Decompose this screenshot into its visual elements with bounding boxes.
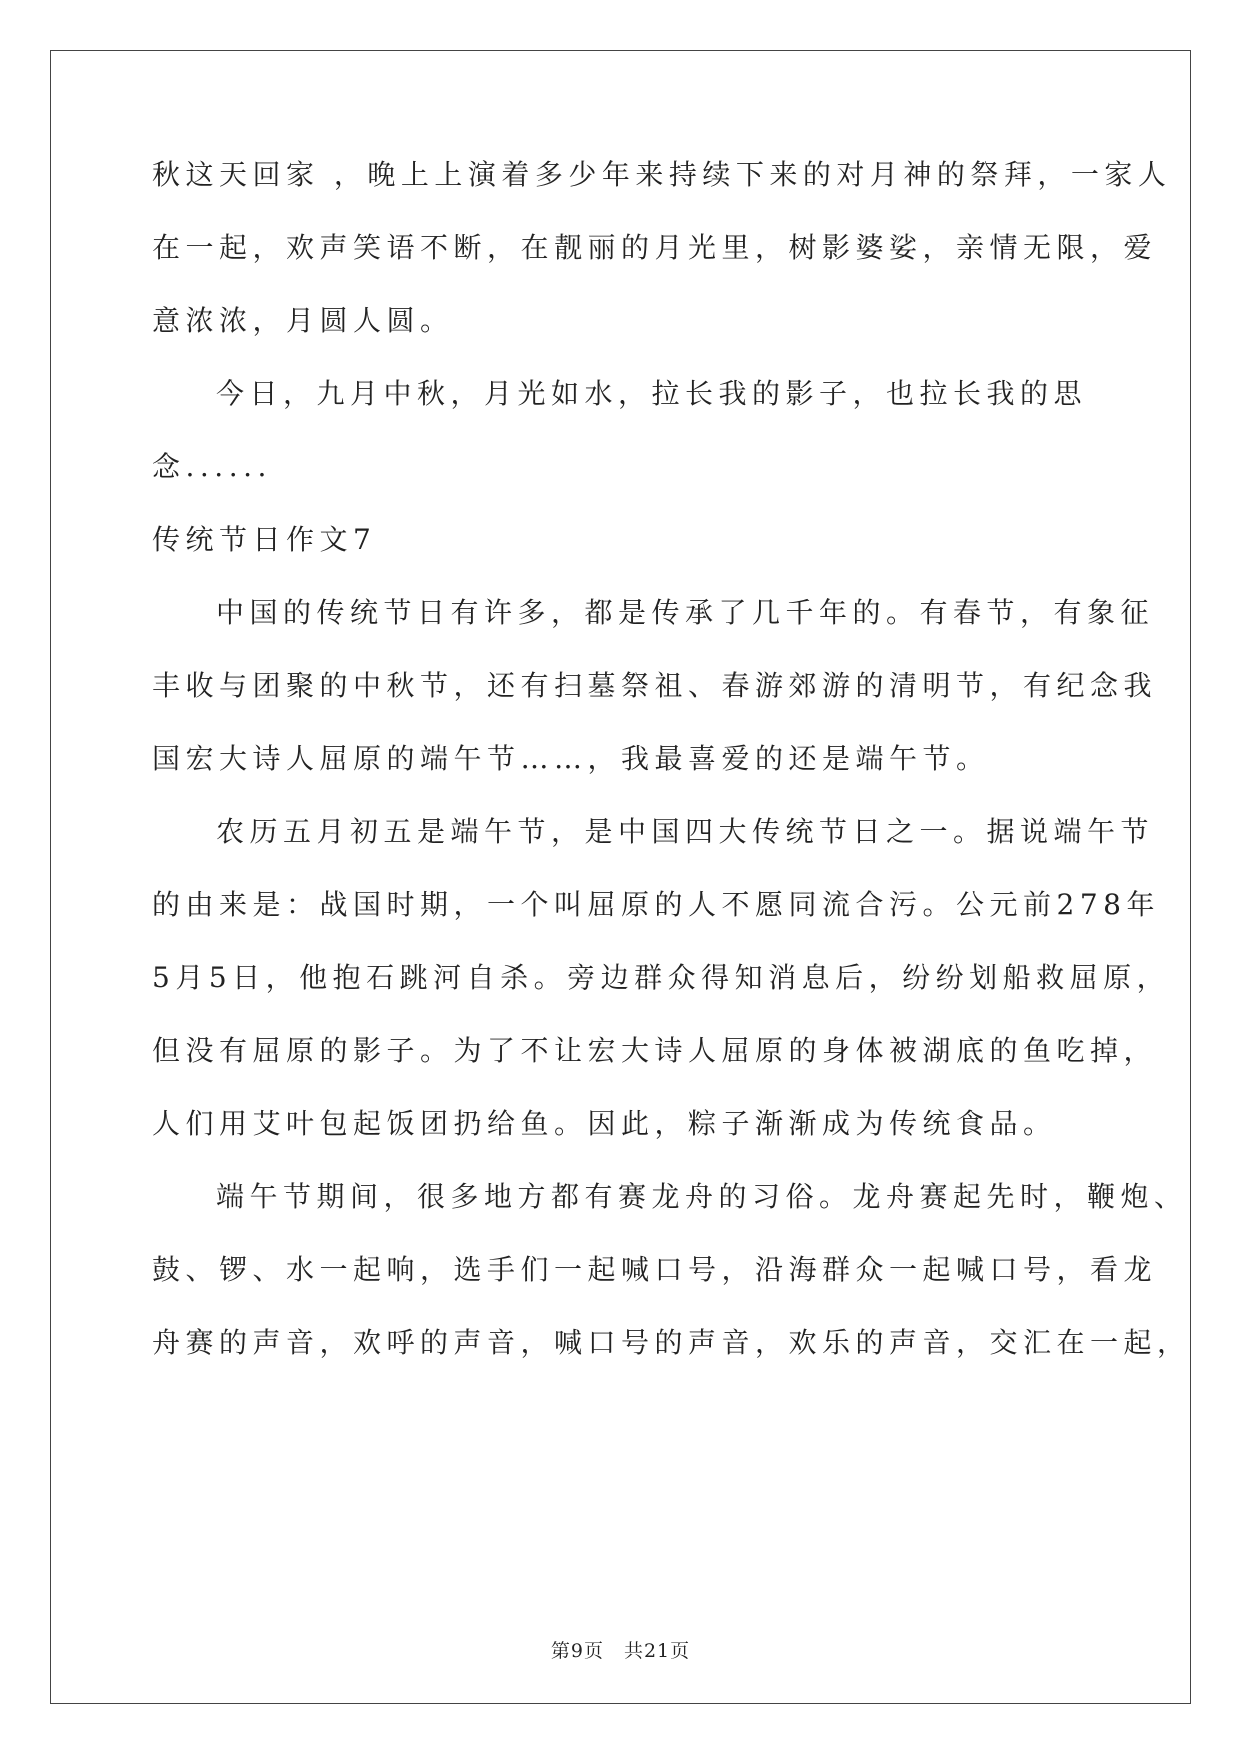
text-line: 鼓、锣、水一起响，选手们一起喊口号，沿海群众一起喊口号，看龙 [152, 1253, 1158, 1286]
text-line: 意浓浓，月圆人圆。 [152, 304, 454, 337]
page-frame [50, 50, 1191, 1704]
page-number-footer: 第9页 共21页 [550, 1640, 691, 1662]
paragraph-first-line: 中国的传统节日有许多，都是传承了几千年的。有春节，有象征 [216, 596, 1155, 629]
text-line: 国宏大诗人屈原的端午节……，我最喜爱的还是端午节。 [152, 742, 990, 775]
text-line: 但没有屈原的影子。为了不让宏大诗人屈原的身体被湖底的鱼吃掉， [152, 1034, 1158, 1067]
text-line: 5月5日，他抱石跳河自杀。旁边群众得知消息后，纷纷划船救屈原， [152, 961, 1171, 994]
text-line: 人们用艾叶包起饭团扔给鱼。因此，粽子渐渐成为传统食品。 [152, 1107, 1057, 1140]
text-line: 念...... [152, 450, 272, 483]
text-line: 舟赛的声音，欢呼的声音，喊口号的声音，欢乐的声音，交汇在一起， [152, 1326, 1191, 1359]
text-line: 在一起，欢声笑语不断，在靓丽的月光里，树影婆娑，亲情无限，爱 [152, 231, 1158, 264]
section-heading: 传统节日作文7 [152, 523, 377, 556]
paragraph-first-line: 端午节期间，很多地方都有赛龙舟的习俗。龙舟赛起先时，鞭炮、 [216, 1180, 1188, 1213]
paragraph-first-line: 今日，九月中秋，月光如水，拉长我的影子，也拉长我的思 [216, 377, 1088, 410]
text-line: 秋这天回家 ，晚上上演着多少年来持续下来的对月神的祭拜，一家人 [152, 158, 1172, 191]
paragraph-first-line: 农历五月初五是端午节，是中国四大传统节日之一。据说端午节 [216, 815, 1155, 848]
text-line: 的由来是：战国时期，一个叫屈原的人不愿同流合污。公元前278年 [152, 888, 1160, 921]
text-line: 丰收与团聚的中秋节，还有扫墓祭祖、春游郊游的清明节，有纪念我 [152, 669, 1158, 702]
